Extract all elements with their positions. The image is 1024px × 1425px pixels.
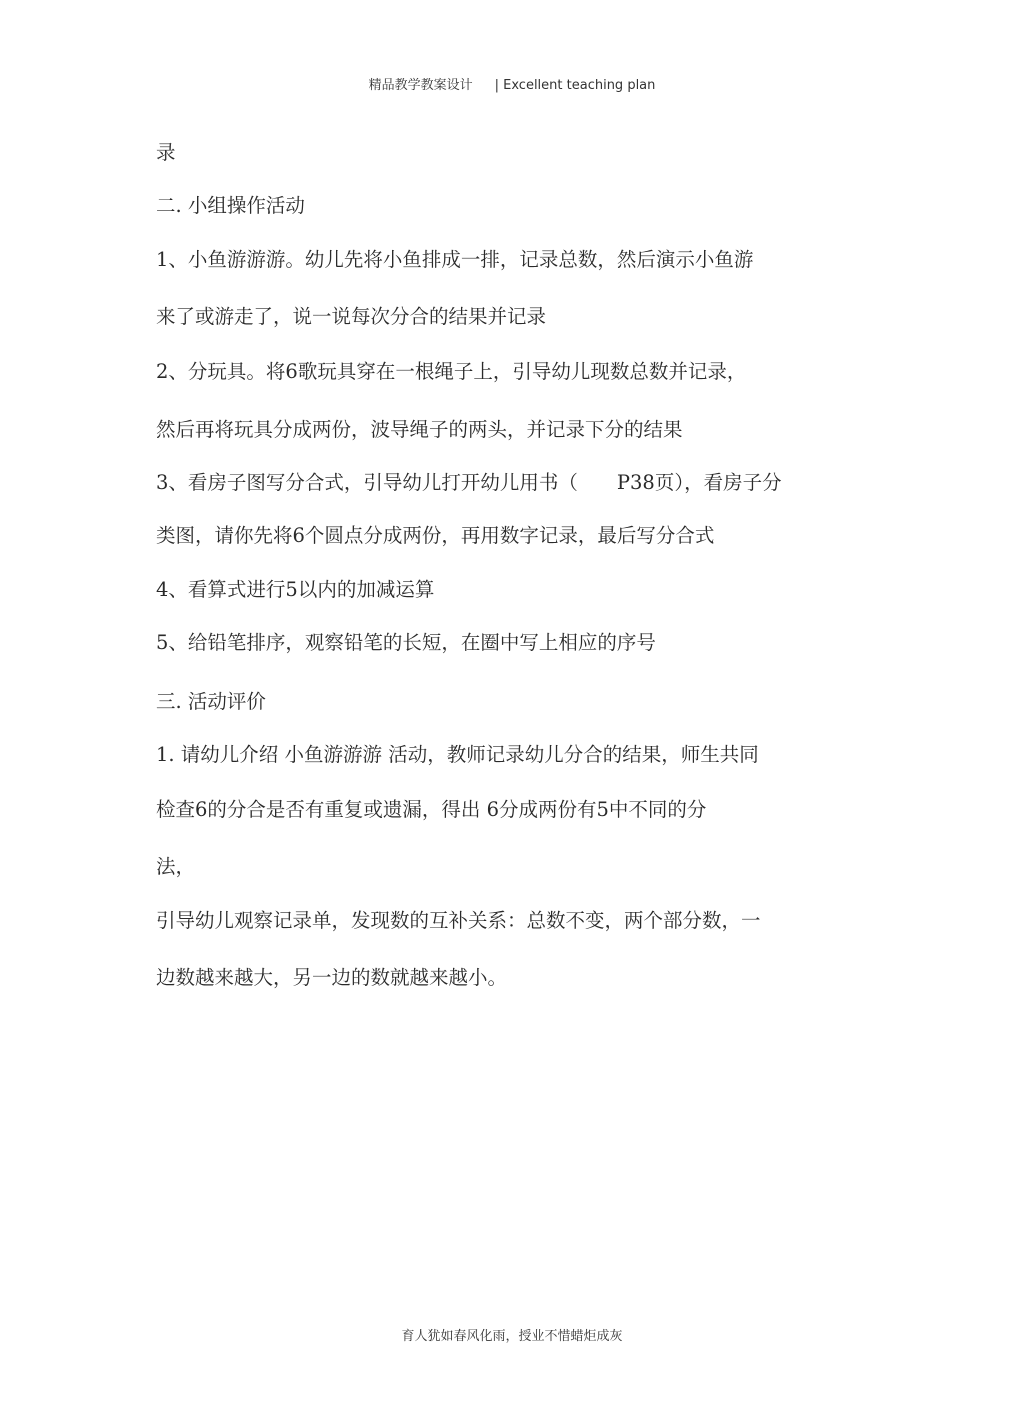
body-line: 类图，请你先将6个圆点分成两份，再用数字记录，最后写分合式 [156,524,715,547]
body-line: 来了或游走了，说一说每次分合的结果并记录 [156,305,547,328]
header-title-cn: 精品教学教案设计 [368,78,473,93]
body-line: 法， [156,855,196,878]
body-line: 3、看房子图写分合式，引导幼儿打开幼儿用书（ P38页），看房子分 [156,471,782,494]
section-heading-group-activity: 二. 小组操作活动 [156,194,305,217]
page-footer: 育人犹如春风化雨，授业不惜蜡炬成灰 [401,1329,623,1344]
section-heading-evaluation: 三. 活动评价 [156,690,266,713]
body-line: 2、分玩具。将6歌玩具穿在一根绳子上，引导幼儿现数总数并记录， [156,360,747,383]
body-line: 引导幼儿观察记录单，发现数的互补关系：总数不变，两个部分数，一 [156,909,761,932]
body-line: 1. 请幼儿介绍 小鱼游游游 活动，教师记录幼儿分合的结果，师生共同 [156,743,759,766]
body-line: 边数越来越大，另一边的数就越来越小。 [156,966,508,989]
body-line: 4、看算式进行5以内的加减运算 [156,578,435,601]
header-title-en: | Excellent teaching plan [494,78,656,93]
body-line: 检查6的分合是否有重复或遗漏，得出 6分成两份有5中不同的分 [156,798,707,821]
body-line: 录 [156,141,176,164]
body-line: 5、给铅笔排序，观察铅笔的长短，在圈中写上相应的序号 [156,631,656,654]
body-line: 1、小鱼游游游。幼儿先将小鱼排成一排，记录总数，然后演示小鱼游 [156,248,754,271]
body-line: 然后再将玩具分成两份，波导绳子的两头，并记录下分的结果 [156,418,683,441]
page-header [0,74,1024,93]
